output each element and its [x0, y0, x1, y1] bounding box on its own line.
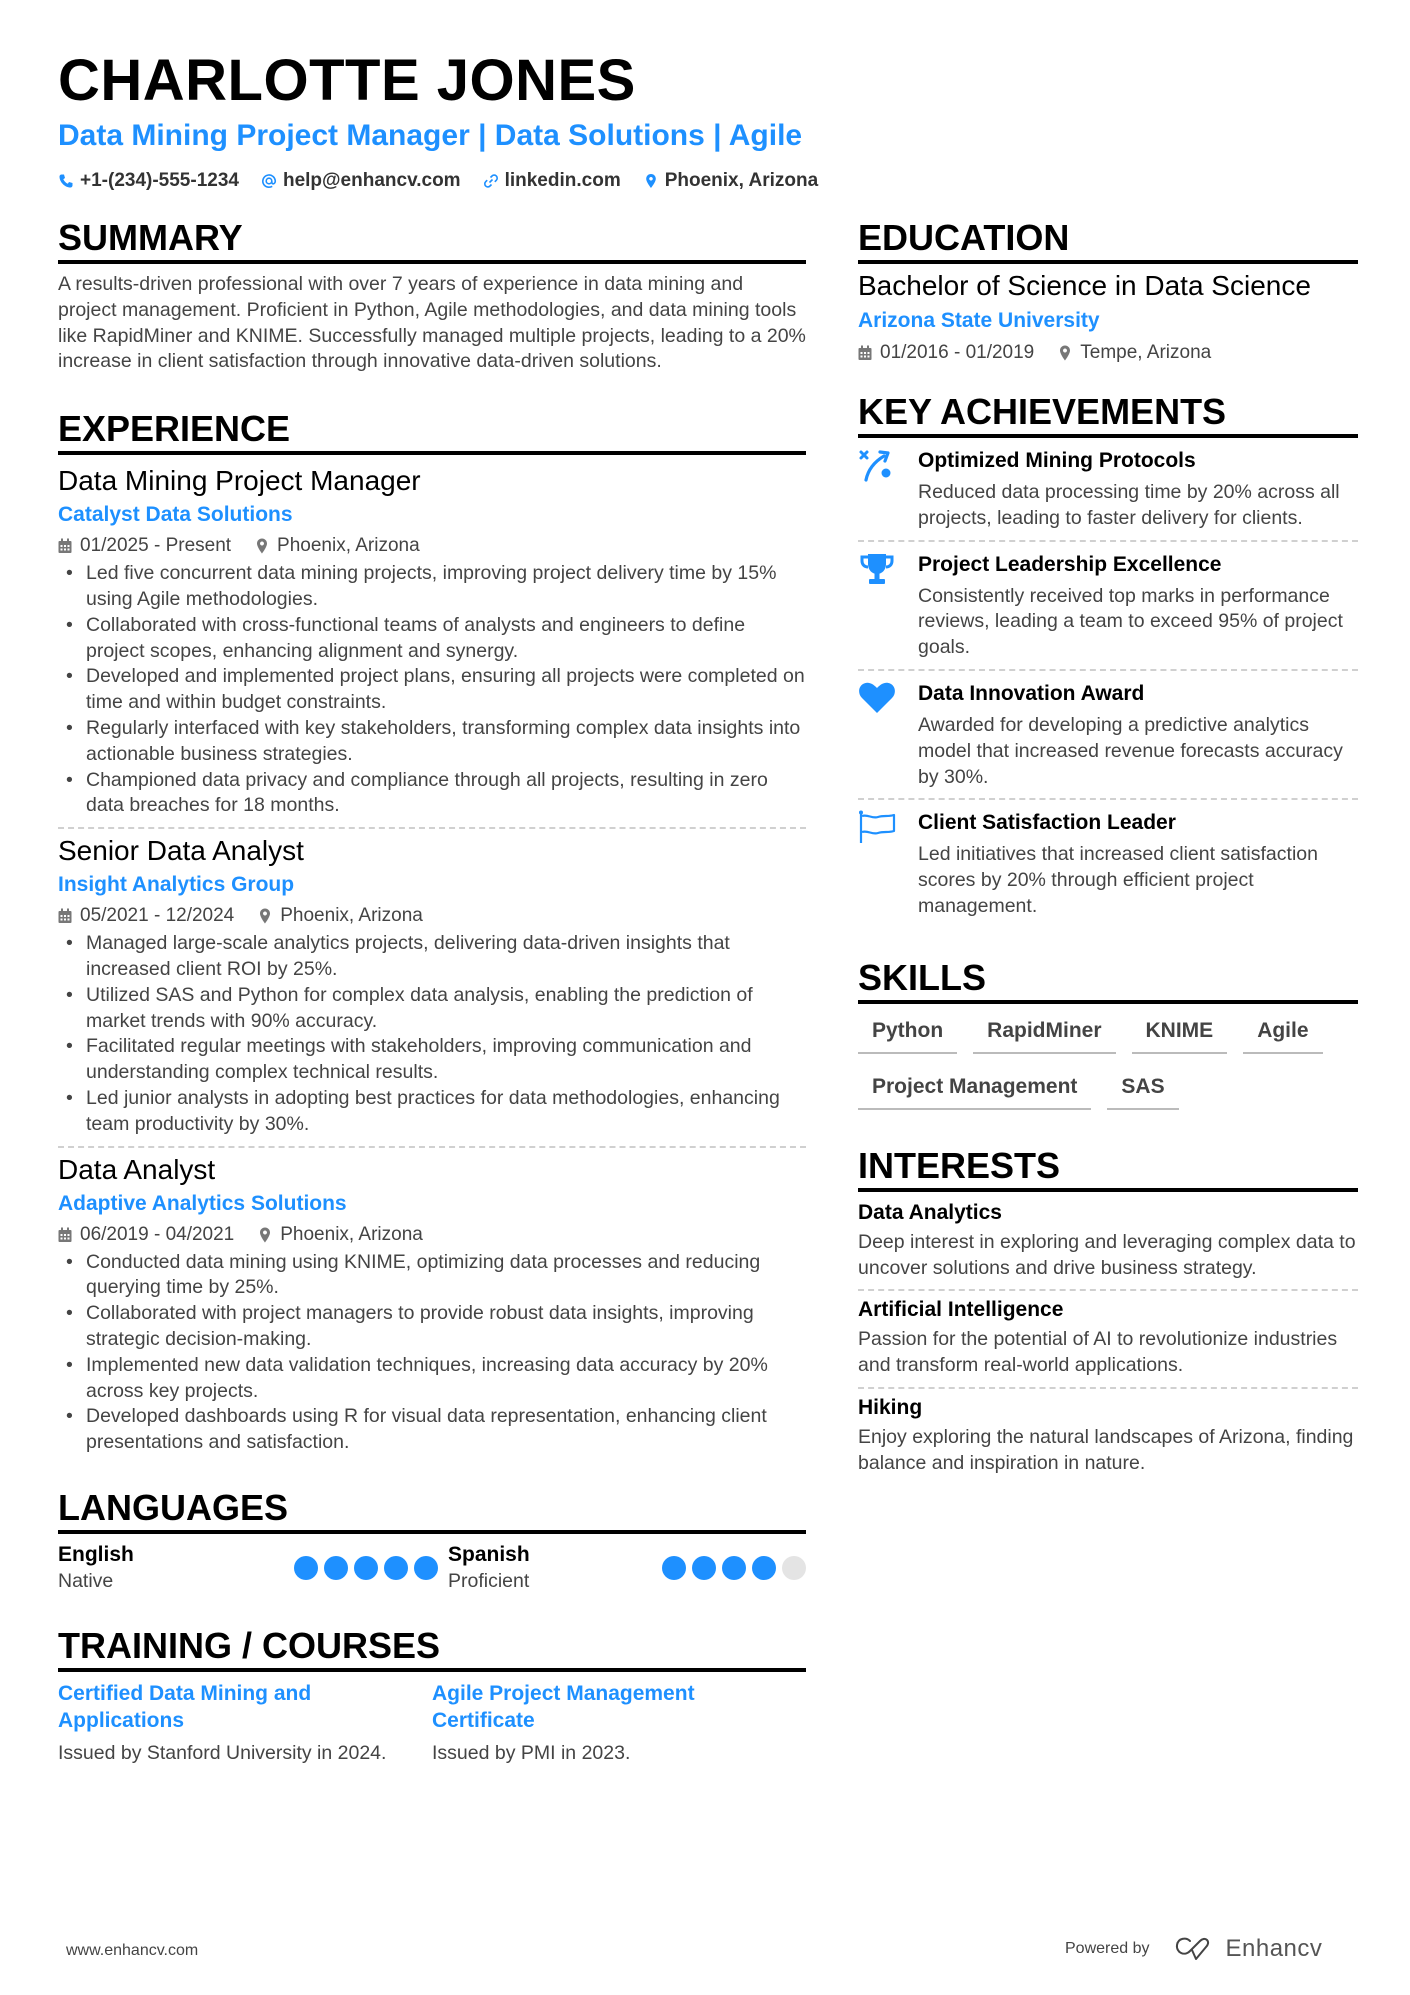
achievement-item: [858, 671, 1358, 800]
achievement-title: Client Satisfaction Leader: [918, 811, 1176, 835]
education-location: Tempe, Arizona: [1080, 342, 1212, 363]
link-icon: [483, 173, 499, 189]
job-bullet: • Developed dashboards using R for visual data representation, enhancing client presentations and satisfaction.: [58, 1404, 806, 1456]
flag-icon: [858, 810, 896, 844]
course-title: Certified Data Mining and Applications: [58, 1681, 312, 1732]
job-entry: [58, 459, 806, 829]
summary-section: [58, 216, 806, 375]
company-name: Catalyst Data Solutions: [58, 503, 293, 527]
job-bullet: • Utilized SAS and Python for complex data analysis, enabling the prediction of market trends with 90% accuracy.: [58, 983, 806, 1035]
phone-icon: [58, 173, 74, 189]
job-bullet: • Led five concurrent data mining projects, improving project delivery time by 15% using Agile methodologies.: [58, 561, 806, 613]
powered-by-label: Powered by: [1065, 1940, 1150, 1957]
achievements-heading: KEY ACHIEVEMENTS: [858, 390, 1358, 438]
right-column: [858, 216, 1358, 1485]
job-bullet: • Collaborated with project managers to provide robust data insights, improving strategic decision-making.: [58, 1301, 806, 1353]
skill-tag: Python: [858, 1012, 957, 1054]
course-desc: Issued by PMI in 2023.: [432, 1741, 631, 1764]
strategy-icon: [858, 448, 896, 482]
achievement-item: [858, 542, 1358, 671]
course-item: [58, 1680, 432, 1766]
left-column: [58, 216, 806, 1766]
achievement-title: Optimized Mining Protocols: [918, 449, 1196, 472]
languages-section: [58, 1486, 806, 1594]
company-name: Adaptive Analytics Solutions: [58, 1191, 347, 1215]
calendar-icon: [58, 1227, 72, 1243]
rating-dot-filled: [324, 1556, 348, 1580]
enhancv-logo-icon: [1174, 1936, 1218, 1962]
job-title: Data Analyst: [58, 1153, 216, 1185]
calendar-icon: [58, 538, 72, 554]
location-pin-icon: [258, 908, 272, 924]
job-title: Data Mining Project Manager: [58, 465, 421, 497]
company-name: Insight Analytics Group: [58, 873, 295, 897]
summary-text: A results-driven professional with over 7 years of experience in data mining and project management. Proficient in Python, Agile methodologies, and data mining tools like RapidMiner and KNIME. Successfully managed multiple projects, leading to a 20% increase in client satisfaction through innovative data-driven solutions.: [58, 273, 806, 373]
interest-title: Artificial Intelligence: [858, 1298, 1064, 1322]
interest-title: Hiking: [858, 1395, 923, 1419]
footer-website[interactable]: www.enhancv.com: [66, 1942, 199, 1959]
languages-list: [58, 1542, 806, 1594]
candidate-title: Data Mining Project Manager | Data Solutions | Agile: [58, 119, 803, 152]
job-bullet: • Championed data privacy and compliance through all projects, resulting in zero data breaches for 18 months.: [58, 768, 806, 820]
summary-heading: SUMMARY: [58, 216, 806, 264]
job-bullets: [58, 1250, 806, 1456]
calendar-icon: [58, 908, 72, 924]
location-pin-icon: [643, 173, 659, 189]
job-bullet: • Facilitated regular meetings with stakeholders, improving communication and understanding complex technical results.: [58, 1034, 806, 1086]
language-level: Native: [58, 1569, 114, 1592]
job-bullet: • Developed and implemented project plans, ensuring all projects were completed on time and within budget constraints.: [58, 664, 806, 716]
job-location: Phoenix, Arizona: [280, 1223, 423, 1245]
contact-phone[interactable]: [58, 168, 239, 194]
job-meta: [58, 531, 806, 561]
job-bullets: [58, 561, 806, 819]
interest-desc: Passion for the potential of AI to revolutionize industries and transform real-world applications.: [858, 1328, 1338, 1377]
contact-email[interactable]: [261, 168, 461, 194]
course-title: Agile Project Management Certificate: [432, 1681, 695, 1732]
interests-heading: INTERESTS: [858, 1144, 1358, 1192]
job-bullet: • Led junior analysts in adopting best practices for data methodologies, enhancing team productivity by 30%.: [58, 1086, 806, 1138]
education-heading: EDUCATION: [858, 216, 1358, 264]
education-dates: 01/2016 - 01/2019: [880, 342, 1035, 363]
skill-tag: Agile: [1243, 1012, 1322, 1054]
interest-title: Data Analytics: [858, 1200, 1002, 1224]
at-icon: [261, 173, 277, 189]
languages-heading: LANGUAGES: [58, 1486, 806, 1534]
training-section: [58, 1624, 806, 1766]
achievement-item: [858, 800, 1358, 927]
rating-dot-filled: [414, 1556, 438, 1580]
skill-tag: SAS: [1107, 1068, 1178, 1110]
education-section: [858, 216, 1358, 368]
education-meta: [858, 338, 1358, 368]
achievement-title: Project Leadership Excellence: [918, 552, 1222, 576]
brand-logo[interactable]: [1174, 1935, 1323, 1963]
degree-title: Bachelor of Science in Data Science: [858, 270, 1311, 301]
language-rating: [294, 1556, 438, 1580]
language-item: [58, 1542, 448, 1594]
contact-location: [643, 168, 818, 194]
skills-section: [858, 956, 1358, 1110]
achievement-title: Data Innovation Award: [918, 681, 1145, 705]
rating-dot-filled: [752, 1556, 776, 1580]
achievement-item: [858, 438, 1358, 542]
trophy-icon: [858, 552, 896, 586]
job-bullets: [58, 931, 806, 1137]
achievement-desc: Consistently received top marks in performance reviews, leading a team to exceed 95% of project goals.: [918, 584, 1343, 659]
rating-dot-empty: [782, 1556, 806, 1580]
location-text: Phoenix, Arizona: [664, 170, 819, 191]
skills-list: [858, 1012, 1358, 1110]
brand-name: Enhancv: [1225, 1935, 1323, 1962]
rating-dot-filled: [722, 1556, 746, 1580]
skill-tag: RapidMiner: [973, 1012, 1115, 1054]
job-location: Phoenix, Arizona: [277, 535, 420, 557]
phone-text: +1-(234)-555-1234: [80, 170, 239, 191]
interest-item: [858, 1389, 1358, 1485]
rating-dot-filled: [662, 1556, 686, 1580]
experience-section: [58, 407, 806, 1464]
interest-desc: Enjoy exploring the natural landscapes of Arizona, finding balance and inspiration in nature.: [858, 1425, 1354, 1474]
calendar-icon: [858, 345, 872, 361]
job-bullet: • Managed large-scale analytics projects, delivering data-driven insights that increased client ROI by 25%.: [58, 931, 806, 983]
job-bullet: • Regularly interfaced with key stakeholders, transforming complex data insights into actionable business strategies.: [58, 716, 806, 768]
job-meta: [58, 1220, 806, 1250]
location-pin-icon: [1058, 345, 1072, 361]
job-title: Senior Data Analyst: [58, 835, 304, 867]
achievement-desc: Led initiatives that increased client satisfaction scores by 20% through efficient project management.: [918, 843, 1318, 917]
job-dates: 05/2021 - 12/2024: [80, 905, 235, 927]
job-bullet: • Conducted data mining using KNIME, optimizing data processes and reducing querying time by 25%.: [58, 1250, 806, 1302]
courses-list: [58, 1680, 806, 1766]
job-entry: [58, 829, 806, 1147]
training-heading: TRAINING / COURSES: [58, 1624, 806, 1672]
email-text: help@enhancv.com: [282, 170, 461, 191]
language-rating: [662, 1556, 806, 1580]
skill-tag: Project Management: [858, 1068, 1091, 1110]
skill-tag: KNIME: [1132, 1012, 1228, 1054]
rating-dot-filled: [354, 1556, 378, 1580]
job-dates: 06/2019 - 04/2021: [80, 1223, 235, 1245]
achievement-desc: Awarded for developing a predictive analytics model that increased revenue forecasts accuracy by 30%.: [918, 713, 1343, 788]
experience-heading: EXPERIENCE: [58, 407, 806, 455]
interest-item: [858, 1194, 1358, 1292]
achievements-section: [858, 390, 1358, 928]
rating-dot-filled: [294, 1556, 318, 1580]
interest-desc: Deep interest in exploring and leveraging complex data to uncover solutions and drive business strategy.: [858, 1230, 1356, 1279]
job-bullet: • Collaborated with cross-functional teams of analysts and engineers to define project scopes, enhancing alignment and synergy.: [58, 613, 806, 665]
job-dates: 01/2025 - Present: [80, 535, 232, 557]
footer-branding: [1065, 1935, 1322, 1963]
language-name: English: [58, 1542, 134, 1566]
interest-item: [858, 1291, 1358, 1389]
heart-icon: [858, 681, 896, 715]
candidate-name: CHARLOTTE JONES: [58, 48, 636, 113]
course-desc: Issued by Stanford University in 2024.: [58, 1741, 387, 1764]
skills-heading: SKILLS: [858, 956, 1358, 1004]
school-name: Arizona State University: [858, 309, 1100, 332]
interests-section: [858, 1144, 1358, 1485]
contact-bar: [58, 168, 818, 194]
location-pin-icon: [258, 1227, 272, 1243]
contact-linkedin[interactable]: [483, 168, 621, 194]
job-bullet: • Implemented new data validation techniques, increasing data accuracy by 20% across key projects.: [58, 1353, 806, 1405]
linkedin-text: linkedin.com: [504, 170, 621, 191]
course-item: [432, 1680, 806, 1766]
language-level: Proficient: [448, 1569, 530, 1592]
rating-dot-filled: [692, 1556, 716, 1580]
location-pin-icon: [255, 538, 269, 554]
language-item: [448, 1542, 806, 1594]
job-meta: [58, 901, 806, 931]
job-location: Phoenix, Arizona: [280, 905, 423, 927]
language-name: Spanish: [448, 1542, 530, 1566]
job-entry: [58, 1148, 806, 1464]
achievement-desc: Reduced data processing time by 20% across all projects, leading to faster delivery for clients.: [918, 481, 1340, 529]
rating-dot-filled: [384, 1556, 408, 1580]
